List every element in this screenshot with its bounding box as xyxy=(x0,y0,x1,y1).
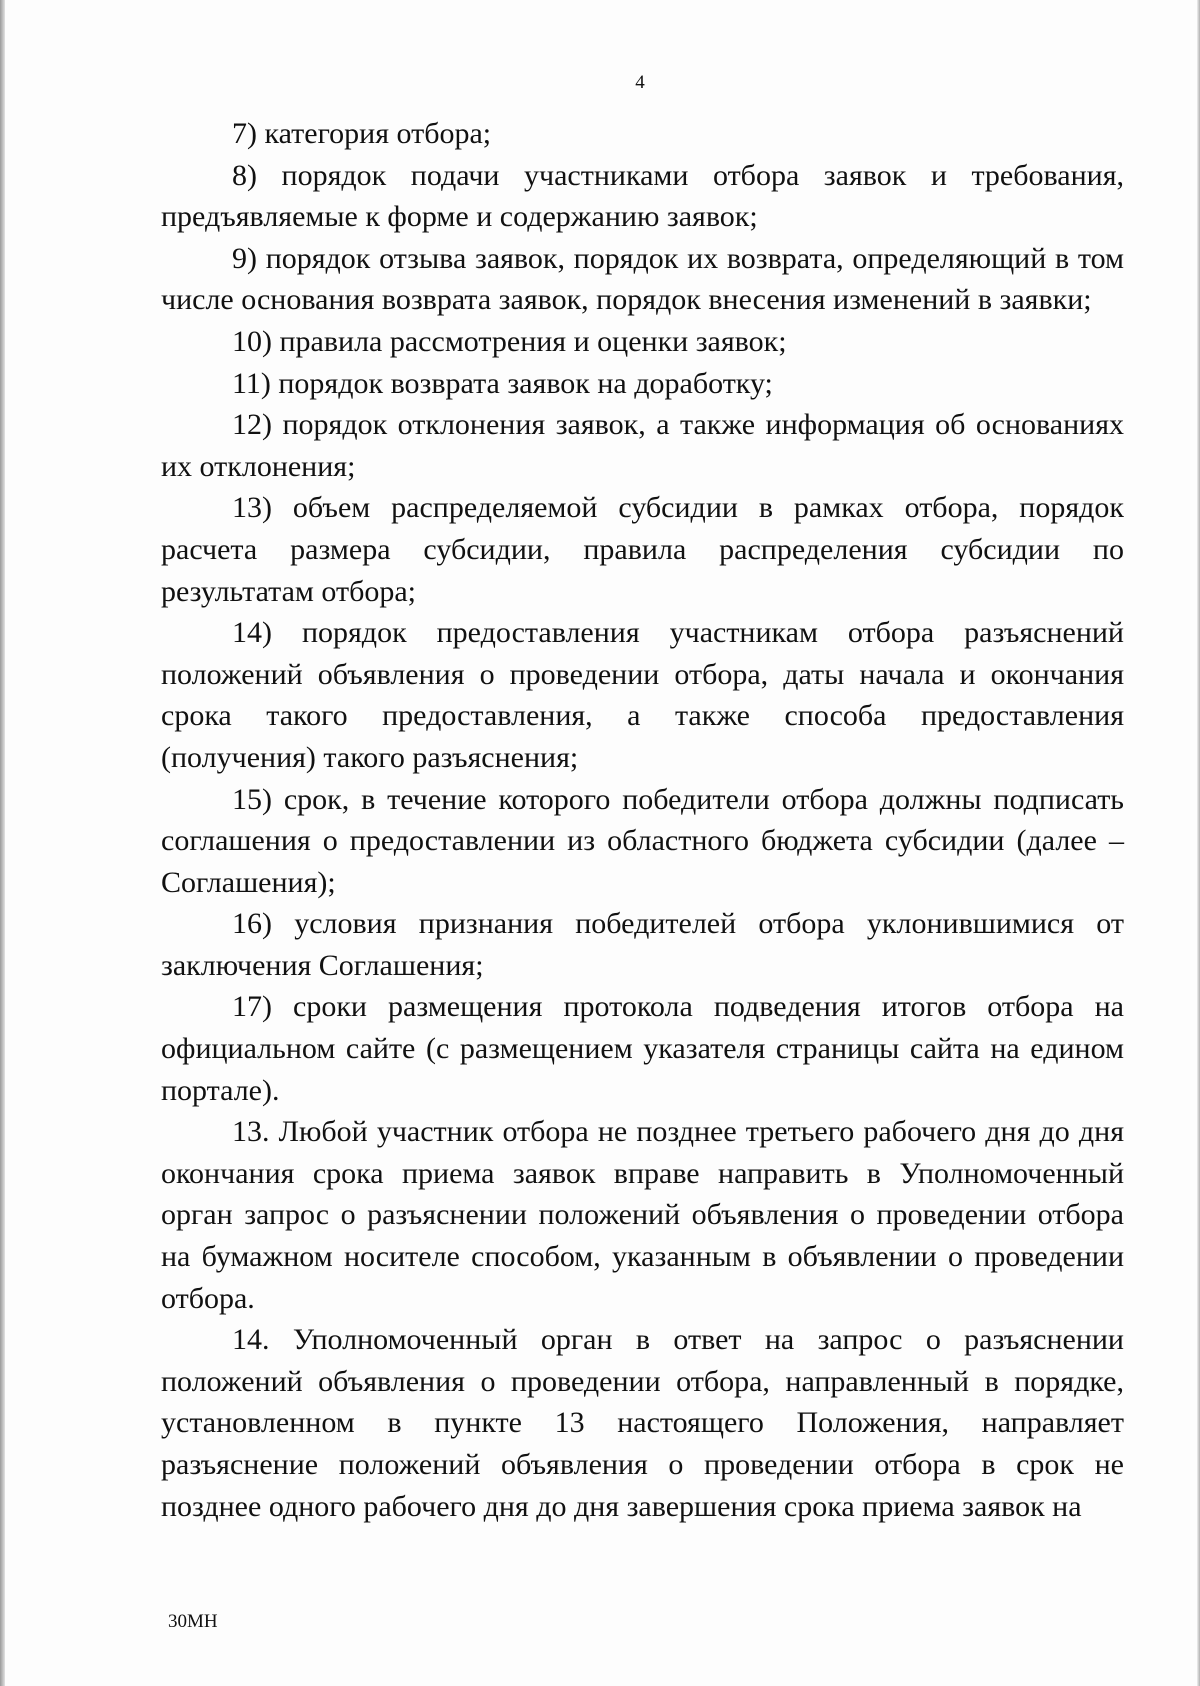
list-item-11: 11) порядок возврата заявок на доработку; xyxy=(232,366,773,400)
list-item-17: 17) сроки размещения протокола подведения итогов отбора на официальном сайте (с размещением указателя страницы сайта на едином портале). xyxy=(161,990,1124,1107)
scan-edge-left xyxy=(0,0,5,1686)
list-item-9: 9) порядок отзыва заявок, порядок их возврата, определяющий в том числе основания возврата заявок, порядок внесения изменений в заявки; xyxy=(161,241,1124,317)
list-item-10: 10) правила рассмотрения и оценки заявок; xyxy=(232,324,787,358)
list-item-7: 7) категория отбора; xyxy=(232,117,492,150)
list-item-12: 12) порядок отклонения заявок, а также информация об основаниях их отклонения; xyxy=(161,408,1124,483)
list-item-13: 13) объем распределяемой субсидии в рамках отбора, порядок расчета размера субсидии, правила распределения субсидии по результатам отбора; xyxy=(161,491,1124,608)
section-14: 14. Уполномоченный орган в ответ на запрос о разъяснении положений объявления о проведении отбора, направленный в порядке, установленном в пункте 13 настоящего Положения, направляет разъяснение положений объявления о проведении отбора в срок не позднее одного рабочего дня до дня завершения срока приема заявок на xyxy=(161,1323,1124,1523)
footer-code: 30МН xyxy=(168,1611,218,1632)
document-body xyxy=(161,113,1124,1527)
section-13: 13. Любой участник отбора не позднее третьего рабочего дня до дня окончания срока приема заявок вправе направить в Уполномоченный орган запрос о разъяснении положений объявления о проведении отбора на бумажном носителе способом, указанным в объявлении о проведении отбора. xyxy=(161,1115,1124,1315)
list-item-8: 8) порядок подачи участниками отбора заявок и требования, предъявляемые к форме и содержанию заявок; xyxy=(161,158,1124,234)
list-item-14: 14) порядок предоставления участникам отбора разъяснений положений объявления о проведении отбора, даты начала и окончания срока такого предоставления, а также способа предоставления (получения) такого разъяснения; xyxy=(161,616,1124,774)
list-item-16: 16) условия признания победителей отбора уклонившимися от заключения Соглашения; xyxy=(161,907,1124,982)
list-item-15: 15) срок, в течение которого победители отбора должны подписать соглашения о предоставлении из областного бюджета субсидии (далее – Соглашения); xyxy=(161,782,1124,899)
page-number: 4 xyxy=(635,72,645,93)
